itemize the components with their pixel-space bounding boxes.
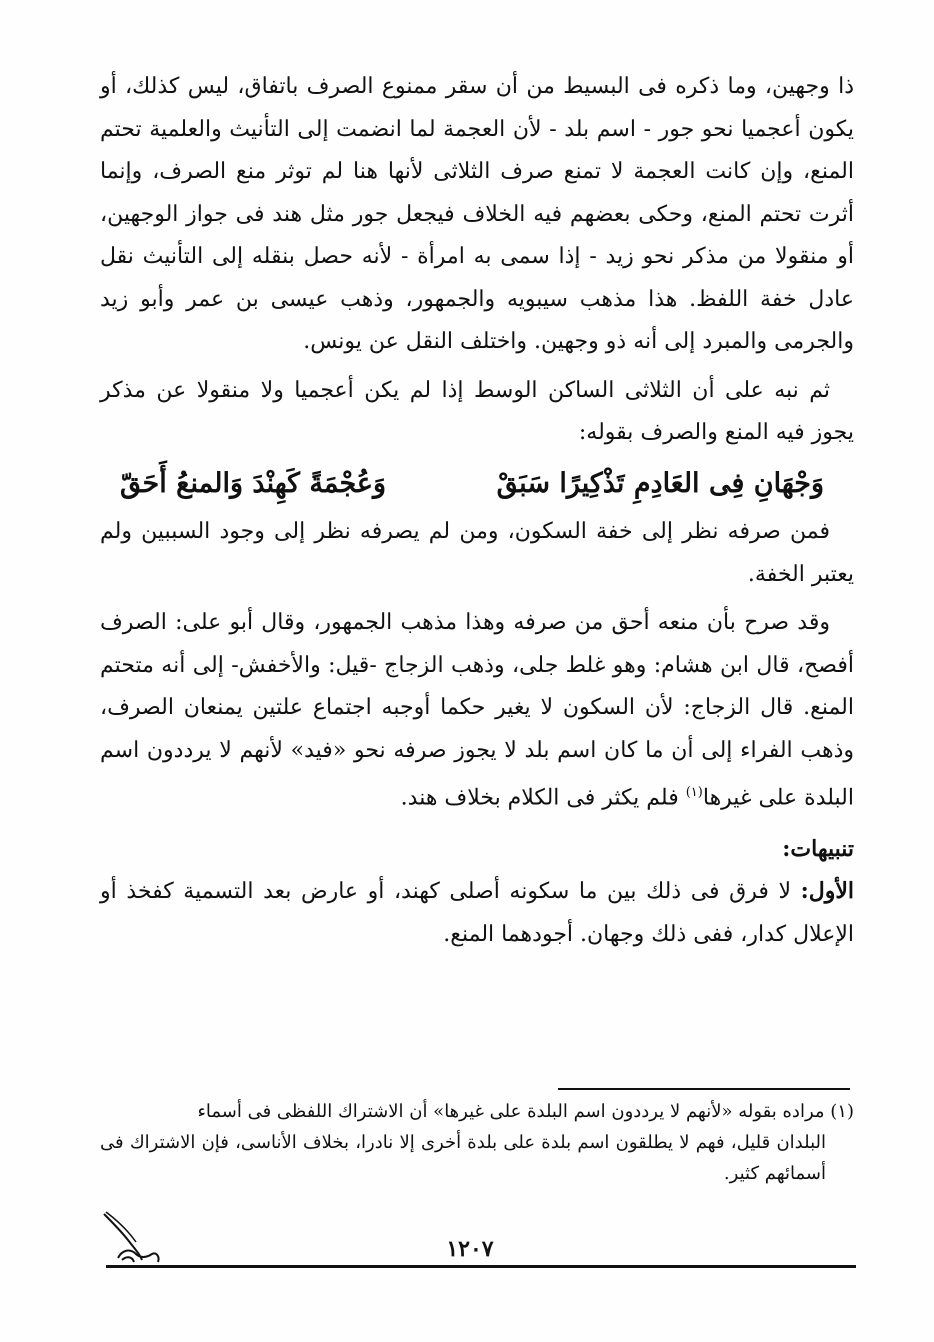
paragraph-1: ذا وجهين، وما ذكره فى البسيط من أن سقر ممنوع الصرف باتفاق، ليس كذلك، أو يكون أعجميا نحو جور - اسم بلد - لأن العجمة لما انضمت إلى التأنيث والعلمية تحتم المنع، وإن كانت العجمة لا تمنع صرف الثلاثى لأنها هنا لم توثر منع الصرف، وإنما أثرت تحتم المنع، وحكى بعضهم فيه الخلاف فيجعل جور مثل هند فى جواز الوجهين، أو منقولا من مذكر نحو زيد - إذا سمى به امرأة - لأنه حصل بنقله إلى التأنيث نقل عادل خفة اللفظ. هذا مذهب سيبويه والجمهور، وذهب عيسى بن عمر وأبو زيد والجرمى والمبرد إلى أنه ذو وجهين. واختلف النقل عن يونس. [100,74,854,354]
paragraph-4-end: فلم يكثر فى الكلام بخلاف هند. [400,785,679,811]
signature-mark [96,1208,176,1268]
footnote [100,1096,854,1189]
page-number: ١٢٠٧ [446,1236,494,1262]
paragraph-3: فمن صرفه نظر إلى خفة السكون، ومن لم يصرفه نظر إلى وجود السببين ولم يعتبر الخفة. [100,519,854,587]
verse-line [100,463,854,506]
footnote-line [100,1096,854,1127]
paragraph-4 [100,602,854,820]
paragraph-4-text: وقد صرح بأن منعه أحق من صرفه وهذا مذهب الجمهور، وقال أبو على: الصرف أفصح، قال ابن هشام: وهو غلط جلى، وذهب الزجاج -قيل: والأخفش- إلى أنه متحتم المنع. قال الزجاج: لأن السكون لا يغير حكما أوجبه اجتماع علتين يمنعان الصرف، وذهب الفراء إلى أن ما كان اسم بلد لا يجوز صرفه نحو «فيد» لأنهم لا يرددون اسم البلدة على غيرها [100,610,854,811]
first-note [100,870,854,956]
footnote-marker: (١) [830,1101,854,1122]
footnote-reference: (١) [685,785,703,800]
paragraph-2: ثم نبه على أن الثلاثى الساكن الوسط إذا لم يكن أعجميا ولا منقولا عن مذكر يجوز فيه المنع والصرف بقوله: [100,377,854,445]
notes-heading: تنبيهات: [782,835,854,862]
main-text [100,66,854,956]
verse-first-hemistich: وَجْهَانِ فِى العَادِمِ تَذْكِيرًا سَبَقْ [496,467,824,499]
bottom-rule [106,1265,856,1268]
first-note-label: الأول: [800,878,854,905]
footnote-separator [558,1088,850,1090]
first-note-text: لا فرق فى ذلك بين ما سكونه أصلى كهند، أو عارض بعد التسمية كفخذ أو الإعلال كدار، ففى ذلك وجهان. أجودهما المنع. [100,879,854,947]
verse-second-hemistich: وَعُجْمَةً كَهِنْدَ وَالمنعُ أَحَقّ [120,467,387,499]
footnote-text: مراده بقوله «لأنهم لا يرددون اسم البلدة على غيرها» أن الاشتراك اللفظى فى أسماء [197,1101,825,1122]
footnote-continuation: البلدان قليل، فهم لا يطلقون اسم بلدة على بلدة أخرى إلا نادرا، بخلاف الأناسى، فإن الاشتراك فى أسمائهم كثير. [100,1132,826,1184]
